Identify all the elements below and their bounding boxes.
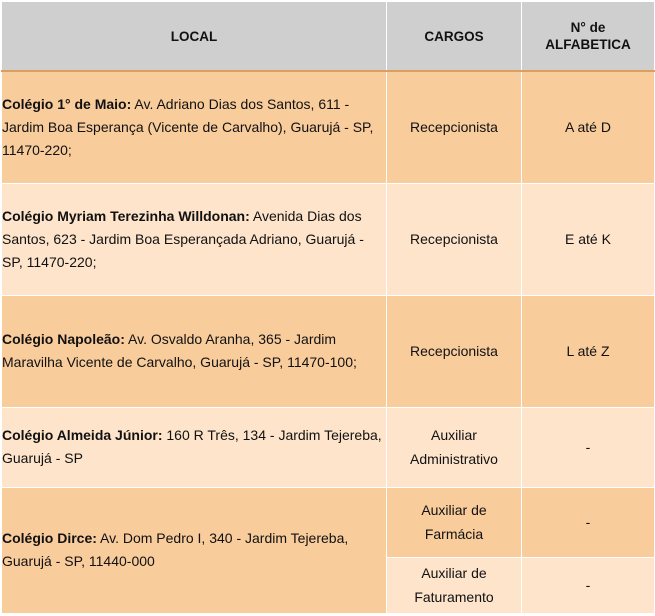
alfa-cell: -	[522, 407, 655, 487]
local-cell	[2, 407, 387, 487]
header-alfabetica	[522, 2, 655, 72]
header-cargos: CARGOS	[387, 2, 522, 72]
table-row	[2, 71, 655, 183]
cargo-cell	[387, 557, 522, 613]
cargo-line2: Administrativo	[410, 451, 498, 467]
cargo-line1: Auxiliar de	[421, 565, 487, 581]
alfa-cell: L até Z	[522, 295, 655, 407]
school-name: Colégio 1° de Maio:	[2, 95, 132, 112]
alfa-cell: -	[522, 557, 655, 613]
cargo-cell: Recepcionista	[387, 183, 522, 295]
alfa-cell: A até D	[522, 71, 655, 183]
alfa-cell: E até K	[522, 183, 655, 295]
header-alfabetica-line2: ALFABETICA	[545, 37, 631, 52]
table-row	[2, 487, 655, 557]
cargo-cell	[387, 487, 522, 557]
school-address: 160 R Três, 134 - Jardim Tejereba, Guarujá - SP	[2, 427, 382, 466]
school-address: Av. Adriano Dias dos Santos, 611 - Jardim Boa Esperança (Vicente de Carvalho), Guarujá - SP, 11470-220;	[2, 95, 374, 158]
header-alfabetica-line1: N° de	[570, 20, 606, 35]
cargo-cell: Recepcionista	[387, 295, 522, 407]
table-row	[2, 183, 655, 295]
school-name: Colégio Dirce:	[2, 530, 97, 546]
cargo-line2: Faturamento	[414, 589, 494, 605]
school-address: Av. Dom Pedro I, 340 - Jardim Tejereba, Guarujá - SP, 11440-000	[2, 530, 349, 569]
header-local: LOCAL	[2, 2, 387, 72]
cargo-line1: Auxiliar	[431, 427, 477, 443]
school-name: Colégio Napoleão:	[2, 331, 125, 347]
cargo-line2: Farmácia	[424, 526, 484, 542]
table-row	[2, 295, 655, 407]
school-name: Colégio Myriam Terezinha Willdonan:	[2, 207, 250, 224]
school-address: Av. Osvaldo Aranha, 365 - Jardim Maravilha Vicente de Carvalho, Guarujá - SP, 11470-100;	[2, 331, 357, 370]
school-address: Avenida Dias dos Santos, 623 - Jardim Boa Esperançada Adriano, Guarujá - SP, 11470-220;	[2, 207, 364, 270]
alfa-cell: -	[522, 487, 655, 557]
cargo-cell: Recepcionista	[387, 71, 522, 183]
cargo-line1: Auxiliar de	[421, 502, 487, 518]
cargo-cell	[387, 407, 522, 487]
table-row	[2, 407, 655, 487]
header-row	[2, 2, 655, 72]
local-cell	[2, 295, 387, 407]
locais-table	[1, 1, 655, 614]
local-cell	[2, 183, 387, 295]
local-cell	[2, 487, 387, 613]
school-name: Colégio Almeida Júnior:	[2, 427, 163, 443]
local-cell	[2, 71, 387, 183]
